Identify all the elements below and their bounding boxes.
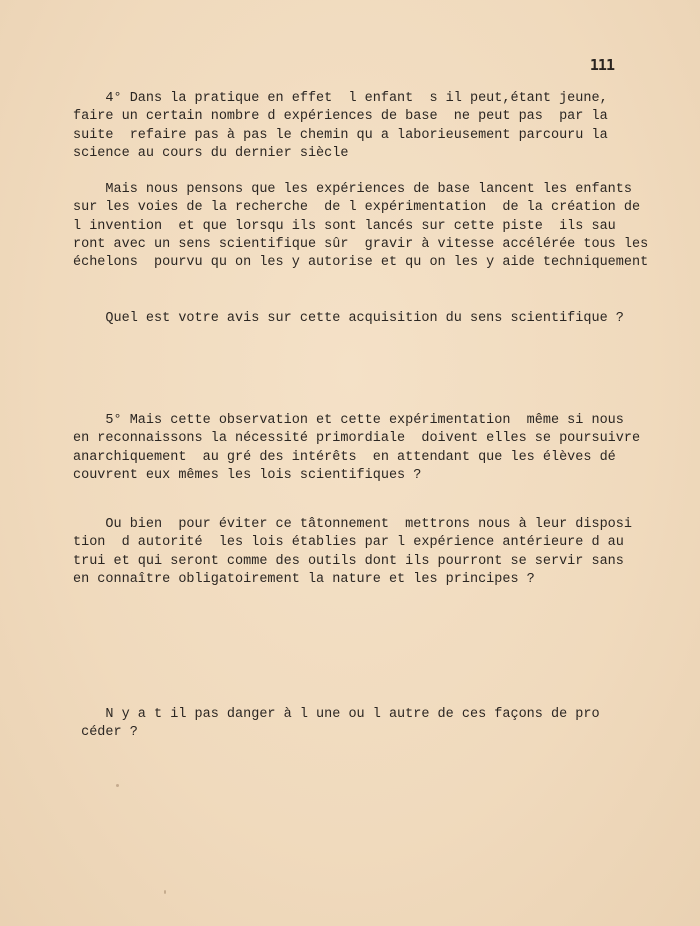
text-line: céder ? <box>73 725 138 741</box>
page-number: 111 <box>589 56 614 74</box>
text-line: tion d autorité les lois établies par l expérience antérieure d au <box>73 535 624 551</box>
text-line: en connaître obligatoirement la nature et les principes ? <box>73 571 535 587</box>
text-line: couvrent eux mêmes les lois scientifiques ? <box>73 467 422 483</box>
paragraph-4-intro <box>73 90 608 163</box>
paragraph-4-question <box>73 310 624 328</box>
text-line: Ou bien pour éviter ce tâtonnement mettrons nous à leur disposi <box>73 517 632 532</box>
paragraph-5-intro <box>73 412 640 485</box>
text-line: trui et qui seront comme des outils dont ils pourront se servir sans <box>73 553 624 569</box>
paragraph-5-alternative <box>73 516 632 589</box>
text-line: science au cours du dernier siècle <box>73 145 349 161</box>
paper-speck <box>164 890 166 894</box>
text-line: échelons pourvu qu on les y autorise et qu on les y aide techniquement <box>73 255 649 271</box>
text-line: anarchiquement au gré des intérêts en attendant que les élèves dé <box>73 449 616 465</box>
text-line: sur les voies de la recherche de l expérimentation de la création de <box>73 200 641 216</box>
text-line: 4° Dans la pratique en effet l enfant s il peut,étant jeune, <box>73 91 608 106</box>
text-line: suite refaire pas à pas le chemin qu a laborieusement parcouru la <box>73 127 608 143</box>
text-line: faire un certain nombre d expériences de base ne peut pas par la <box>73 109 608 125</box>
text-line: 5° Mais cette observation et cette expérimentation même si nous <box>73 413 624 428</box>
text-line: en reconnaissons la nécessité primordiale doivent elles se poursuivre <box>73 431 641 447</box>
paper-speck <box>116 784 119 787</box>
text-line: Mais nous pensons que les expériences de base lancent les enfants <box>73 182 632 197</box>
text-line: ront avec un sens scientifique sûr gravir à vitesse accélérée tous les <box>73 236 649 252</box>
text-line: l invention et que lorsqu ils sont lancés sur cette piste ils sau <box>73 218 616 234</box>
text-line: N y a t il pas danger à l une ou l autre de ces façons de pro <box>73 707 600 722</box>
paragraph-4-opinion <box>73 181 648 272</box>
paragraph-5-danger <box>73 706 600 743</box>
text-line: Quel est votre avis sur cette acquisition du sens scientifique ? <box>73 311 624 326</box>
